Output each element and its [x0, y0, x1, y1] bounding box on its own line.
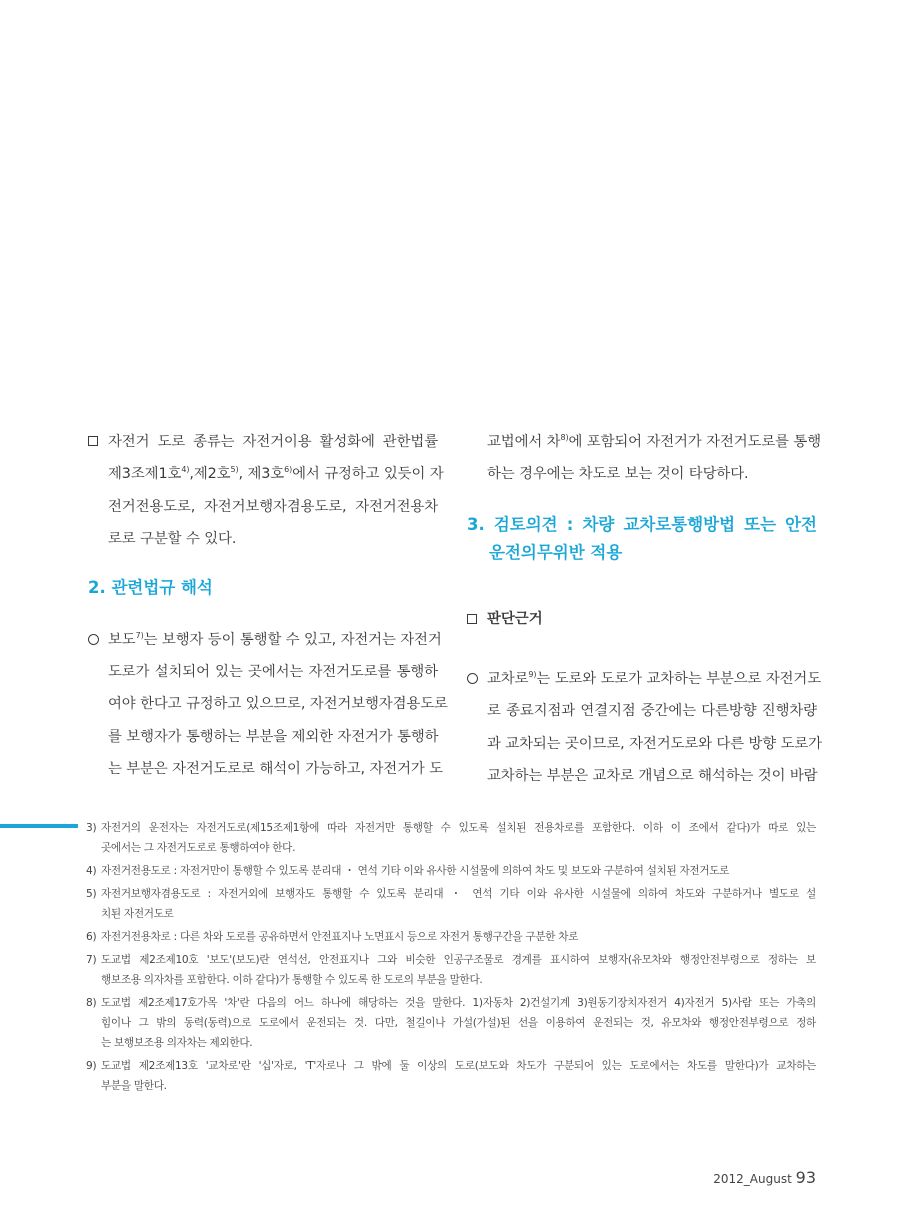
square-bullet-icon: [88, 426, 108, 458]
footnote-number: 9): [86, 1060, 97, 1072]
heading-line: 3. 검토의견 : 차량 교차로통행방법 또는 안전: [467, 514, 817, 534]
text-line: 자전거 도로 종류는 자전거이용 활성화에 관한법률: [108, 434, 438, 450]
footnote-7: [86, 950, 816, 990]
heading-line: 운전의무위반 적용: [489, 542, 623, 562]
footnote-line: 자전거전용차로 : 다른 차와 도로를 공유하면서 안전표지나 노면표시 등으로 자전거 통행구간을 구분한 차로: [101, 931, 579, 943]
footnote-3: [86, 818, 816, 858]
footnote-line: 힘이나 그 밖의 동력(동력)으로 도로에서 운전되는 것. 다만, 철길이나 가설(가설)된 선을 이용하여 운전되는 것, 유모차와 행정안전부령으로 정하: [101, 1017, 816, 1029]
footnote-ref: 9): [528, 669, 537, 679]
footnote-number: 4): [86, 865, 97, 877]
footnote-line: 부분을 말한다.: [101, 1080, 167, 1092]
circle-bullet-icon: [88, 624, 108, 657]
text-line: 는 부분은 자전거도로로 해석이 가능하고, 자전거가 도: [108, 761, 443, 778]
circle-bullet-icon: [467, 663, 487, 696]
footnote-accent-bar: [0, 824, 78, 828]
footnote-number: 8): [86, 997, 97, 1009]
subheading-judgment-basis: [467, 605, 817, 633]
text-line: 교법에서 차$^{8)}$에 포함되어 자전거가 자전거도로를 통행: [487, 433, 822, 450]
footnotes: [86, 818, 816, 1099]
section-heading-2: 2. 관련법규 해석: [88, 577, 213, 597]
paragraph-bicycle-road-types: [88, 426, 444, 556]
text-line: 로 종료지점과 연결지점 중간에는 다른방향 진행차량: [487, 703, 817, 720]
subheading-label: 판단근거: [487, 610, 543, 627]
footnote-number: 7): [86, 954, 97, 966]
footnote-line: 행보조용 의자차를 포함한다. 이하 같다)가 통행할 수 있도록 한 도로의 부분을 말한다.: [101, 974, 483, 986]
footnote-number: 6): [86, 931, 97, 943]
footnote-6: [86, 927, 816, 947]
footnote-number: 3): [86, 822, 97, 834]
text-line: 를 보행자가 통행하는 부분을 제외한 자전거가 통행하: [108, 728, 439, 745]
text-line: 도로가 설치되어 있는 곳에서는 자전거도로를 통행하: [108, 664, 438, 681]
footnote-line: 곳에서는 그 자전거도로로 통행하여야 한다.: [101, 842, 296, 854]
paragraph-sidewalk: [88, 624, 448, 786]
footnote-line: 는 보행보조용 의자차는 제외한다.: [101, 1037, 253, 1049]
paragraph-intersection: [467, 663, 822, 793]
text-line: 교차하는 부분은 교차로 개념으로 해석하는 것이 바람: [487, 768, 818, 785]
page-number: 93: [795, 1168, 816, 1187]
footnote-line: 도교법 제2조제13호 '교차로'란 '십'자로, 'T'자로나 그 밖에 둘 이상의 도로(보도와 차도가 구분되어 있는 도로에서는 차도를 말한다)가 교차하는: [101, 1060, 816, 1072]
right-column: [467, 426, 822, 792]
text-line: 여야 한다고 규정하고 있으므로, 자전거보행자겸용도로: [108, 696, 448, 713]
section-heading-3: [467, 511, 817, 567]
text-line: 제3조제1호$^{4)}$,제2호$^{5)}$, 제3호$^{6)}$에서 규정하고 있듯이 자: [108, 465, 444, 483]
text-line: 보도$^{7)}$는 보행자 등이 통행할 수 있고, 자전거는 자전거: [108, 630, 442, 648]
footnote-line: 도교법 제2조제17호가목 '차'란 다음의 어느 하나에 해당하는 것을 말한다. 1)자동차 2)건설기계 3)원동기장치자전거 4)자전거 5)사람 또는 가축의: [101, 997, 816, 1009]
footnote-ref: 5): [230, 465, 239, 475]
page-folio: [713, 1168, 816, 1187]
footnote-line: 도교법 제2조제10호 '보도'(보도)란 연석선, 안전표지나 그와 비슷한 인공구조물로 경계를 표시하여 보행자(유모차와 행정안전부령으로 정하는 보: [101, 954, 816, 966]
footnote-4: [86, 861, 816, 881]
footnote-line: 자전거전용도로 : 자전거만이 통행할 수 있도록 분리대 ・ 연석 기타 이와 유사한 시설물에 의하여 차도 및 보도와 구분하여 설치된 자전거도로: [101, 865, 730, 877]
footnote-9: [86, 1056, 816, 1096]
footnote-line: 치된 자전거도로: [101, 908, 174, 920]
square-bullet-icon: [467, 605, 487, 634]
issue-label: 2012_August: [713, 1172, 792, 1186]
paragraph-continuation: [467, 426, 822, 491]
footnote-line: 자전거의 운전자는 자전거도로(제15조제1항에 따라 자전거만 통행할 수 있도록 설치된 전용차로를 포함한다. 이하 이 조에서 같다)가 따로 있는: [101, 822, 816, 834]
footnote-ref: 6): [284, 465, 293, 475]
text-line: 교차로$^{9)}$는 도로와 도로가 교차하는 부분으로 자전거도: [487, 669, 822, 687]
text-line: 하는 경우에는 차도로 보는 것이 타당하다.: [487, 466, 749, 483]
text-line: 전거전용도로, 자전거보행자겸용도로, 자전거전용차: [108, 498, 438, 515]
left-column: [88, 426, 448, 786]
footnote-ref: 7): [135, 630, 144, 640]
footnote-ref: 4): [181, 465, 190, 475]
text-line: 과 교차되는 곳이므로, 자전거도로와 다른 방향 도로가: [487, 735, 822, 752]
footnote-8: [86, 993, 816, 1053]
footnote-5: [86, 884, 816, 924]
footnote-ref: 8): [560, 433, 569, 442]
footnote-number: 5): [86, 888, 97, 900]
footnote-line: 자전거보행자겸용도로 : 자전거외에 보행자도 통행할 수 있도록 분리대 ・ 연석 기타 이와 유사한 시설물에 의하여 차도와 구분하거나 별도로 설: [101, 888, 816, 900]
text-line: 로로 구분할 수 있다.: [108, 531, 237, 548]
